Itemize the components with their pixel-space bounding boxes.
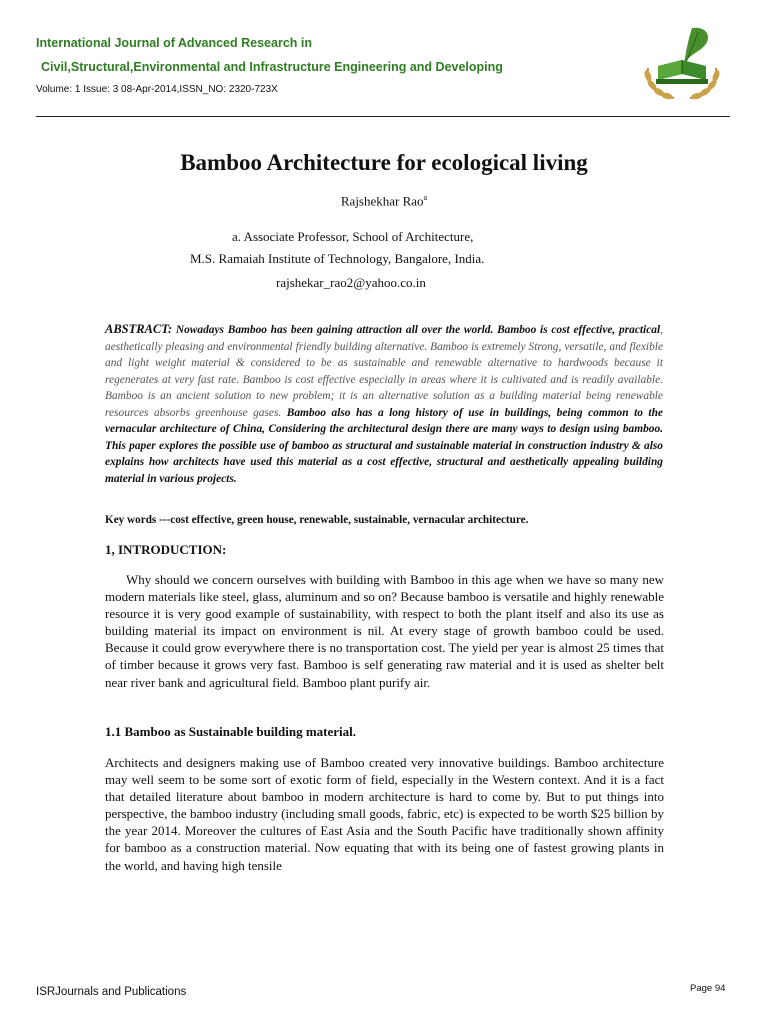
sustainable-paragraph: Architects and designers making use of Bamboo created very innovative buildings. Bamboo architecture may well seem to be some sort of exotic form of field, especially in the Western context. And it is a fact that detailed literature about bamboo in modern architecture is hard to come by. But to put things into perspective, the bamboo industry (including small goods, fabric, etc) is expected to be worth $25 billion by the year 2014. Moreover the cultures of East Asia and the South Pacific have traditionally shown affinity for bamboo as a construction material. Now equating that with its being one of fastest growing plants in the world, and having high tensile [105,755,664,873]
issue-info: Volume: 1 Issue: 3 08-Apr-2014,ISSN_NO: 2320-723X [36,84,278,95]
affiliation-line2: M.S. Ramaiah Institute of Technology, Bangalore, India. [190,251,485,266]
affiliation-line1: a. Associate Professor, School of Architecture, [232,229,474,244]
abstract-label-colon: : [167,322,173,336]
journal-name-line2: Civil,Structural,Environmental and Infrastructure Engineering and Developing [41,60,503,74]
header-divider [36,116,730,117]
author-superscript: a [423,193,428,202]
author-name: Rajshekhar Rao [340,193,424,209]
author-line [0,193,768,209]
abstract-label: ABSTRACT [105,322,168,336]
abstract-text-part2: , aesthetically pleasing and environmental friendly building alternative. Bamboo is extremely Strong, versatile, and flexible and light weight material & considered to be as sustainable and renewable alternative to hardwoods because it regenerates at very fast rate. Bamboo is cost effective especially in areas where it is cultivated and is readily available. Bamboo is an ancient solution to new problem; it is an alternative solution as a building material being renewable resources absorbs greenhouse gases. [105,324,663,419]
book-quill-laurel-logo-icon [636,24,728,106]
page-number: Page 94 [690,983,726,994]
keywords: Key words ---cost effective, green house, renewable, sustainable, vernacular architecture. [105,514,529,526]
section-heading-introduction: 1, INTRODUCTION: [105,542,227,557]
author-email: rajshekar_rao2@yahoo.co.in [276,275,426,290]
paper-title: Bamboo Architecture for ecological living [180,150,588,175]
abstract-text-part1: Nowadays Bamboo has been gaining attraction all over the world. Bamboo is cost effective, practical [172,324,661,336]
introduction-paragraph: Why should we concern ourselves with building with Bamboo in this age when we have so many new modern materials like steel, glass, aluminum and so on? Because bamboo is versatile and highly renewable resource it is very good example of sustainability, with respect to both the plant itself and also its use as building material its impact on environment is nil. At every stage of growth bamboo could be used. Because it could grow everywhere there is no transportation cost. The yield per year is almost 25 times that of timber because it grows very fast. Bamboo is self generating raw material and it is used as shelter belt near river bank and agricultural field. Bamboo plant purify air. [105,572,664,690]
abstract-text-part3: Bamboo also has a long history of use in buildings, being common to the vernacular architecture of China, Considering the architectural design there are many ways to design using bamboo. This paper explores the possible use of bamboo as structural and sustainable material in construction industry & also explains how architects have used this material as a cost effective, structural and aesthetically appealing building material in various projects. [105,406,663,485]
footer-publisher: ISRJournals and Publications [36,986,187,998]
journal-name-line1: International Journal of Advanced Research in [36,36,312,50]
section-heading-sustainable: 1.1 Bamboo as Sustainable building material. [105,724,357,739]
abstract [105,321,663,487]
